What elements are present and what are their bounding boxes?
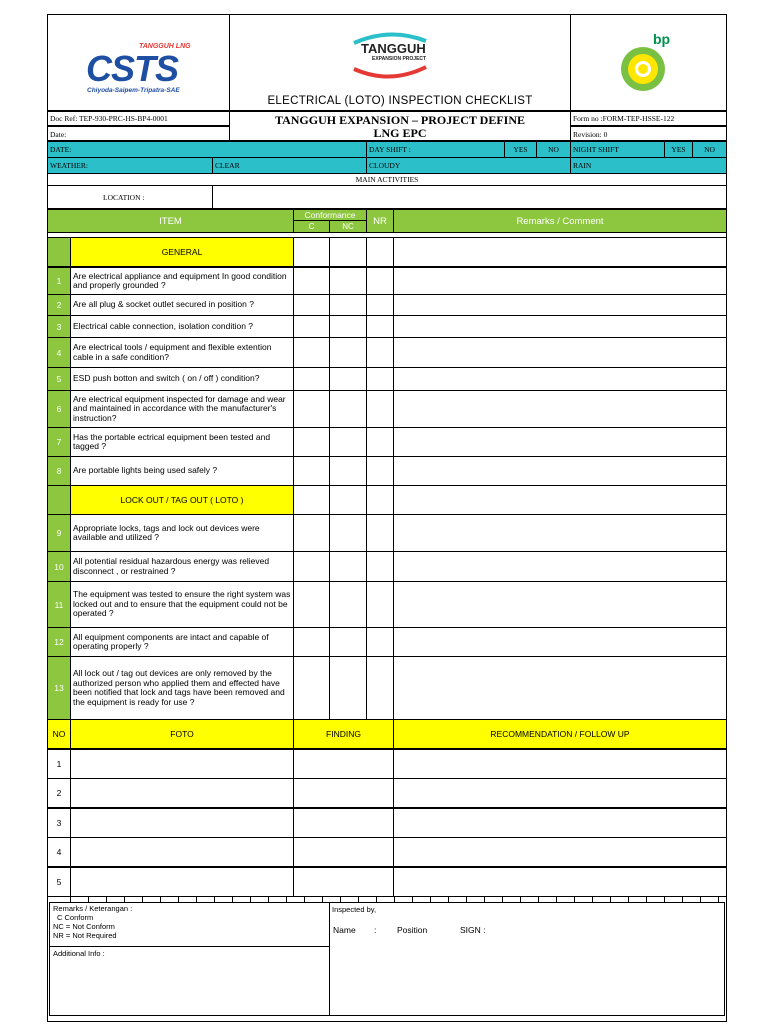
item-question: ESD push botton and switch ( on / off ) condition? [70, 367, 294, 391]
finding-cell[interactable] [293, 749, 394, 779]
nr-cell[interactable] [366, 267, 394, 295]
finding-row-number: 2 [47, 778, 71, 808]
item-question: Are electrical tools / equipment and flexible extention cable in a safe condition? [70, 337, 294, 368]
bp-helios-icon [619, 45, 667, 93]
conform-nc-cell[interactable] [329, 656, 367, 720]
finding-row-number: 3 [47, 808, 71, 838]
remarks-cell[interactable] [393, 456, 727, 486]
conform-c-cell[interactable] [293, 456, 330, 486]
item-number: 2 [47, 294, 71, 316]
item-question: All lock out / tag out devices are only removed by the authorized person who applied them and effected have been notified that lock and tags have been removed and the equipment is ready for use ? [70, 656, 294, 720]
position-label: Position [397, 925, 428, 935]
section-heading: LOCK OUT / TAG OUT ( LOTO ) [70, 485, 294, 515]
item-number: 4 [47, 337, 71, 368]
nr-cell[interactable] [366, 427, 394, 457]
recommendation-cell[interactable] [393, 867, 727, 897]
conform-nc-cell[interactable] [329, 485, 367, 515]
location-field[interactable] [212, 185, 727, 209]
remarks-cell[interactable] [393, 315, 727, 338]
nr-cell[interactable] [366, 551, 394, 582]
item-number: 8 [47, 456, 71, 486]
additional-info-box[interactable] [49, 946, 330, 1016]
location-label: LOCATION : [47, 185, 213, 209]
remarks-nc: NC = Not Conform [53, 922, 115, 931]
foto-cell[interactable] [70, 867, 294, 897]
conform-nc-cell[interactable] [329, 337, 367, 368]
item-number: 5 [47, 367, 71, 391]
finding-cell[interactable] [293, 867, 394, 897]
nr-header: NR [366, 209, 394, 233]
finding-row-number: 5 [47, 867, 71, 897]
project-title-box [229, 111, 571, 141]
remarks-cell[interactable] [393, 367, 727, 391]
item-number: 11 [47, 581, 71, 628]
revision: Revision: 0 [570, 126, 727, 141]
remarks-cell[interactable] [393, 237, 727, 267]
conform-nc-cell[interactable] [329, 367, 367, 391]
bp-logo-text: bp [653, 31, 671, 47]
item-question: Has the portable ectrical equipment been tested and tagged ? [70, 427, 294, 457]
project-title-line2: LNG EPC [373, 126, 427, 140]
conform-nc-cell[interactable] [329, 390, 367, 428]
remarks-cell[interactable] [393, 581, 727, 628]
nr-cell[interactable] [366, 456, 394, 486]
item-number: 6 [47, 390, 71, 428]
weather-clear[interactable]: CLEAR [212, 157, 367, 174]
conform-c-cell[interactable] [293, 551, 330, 582]
remarks-cell[interactable] [393, 337, 727, 368]
remarks-cell[interactable] [393, 294, 727, 316]
remarks-cell[interactable] [393, 656, 727, 720]
tangguh-subtitle: EXPANSION PROJECT [372, 56, 427, 62]
item-number: 12 [47, 627, 71, 657]
day-shift-label: DAY SHIFT : [366, 141, 505, 158]
findings-finding-header: FINDING [293, 719, 394, 749]
weather-rain[interactable]: RAIN [570, 157, 727, 174]
sign-label: SIGN : [460, 925, 486, 935]
item-question: Electrical cable connection, isolation condition ? [70, 315, 294, 338]
item-number: 10 [47, 551, 71, 582]
conform-c-cell[interactable] [293, 581, 330, 628]
item-number: 7 [47, 427, 71, 457]
remarks-c: C Conform [57, 913, 94, 922]
remarks-title: Remarks / Keterangan : [53, 904, 133, 913]
remarks-header: Remarks / Comment [393, 209, 727, 233]
item-question: Are electrical appliance and equipment In good condition and properly grounded ? [70, 267, 294, 295]
nr-cell[interactable] [366, 237, 394, 267]
remarks-cell[interactable] [393, 390, 727, 428]
nr-cell[interactable] [366, 514, 394, 552]
conform-c-cell[interactable] [293, 656, 330, 720]
conform-nc-cell[interactable] [329, 456, 367, 486]
form-number: Form no :FORM-TEP-HSSE-122 [570, 111, 727, 126]
recommendation-cell[interactable] [393, 808, 727, 838]
item-question: Are all plug & socket outlet secured in position ? [70, 294, 294, 316]
foto-cell[interactable] [70, 808, 294, 838]
foto-cell[interactable] [70, 778, 294, 808]
nr-cell[interactable] [366, 315, 394, 338]
main-activities-label: MAIN ACTIVITIES [47, 173, 727, 186]
conform-nc-cell[interactable] [329, 267, 367, 295]
item-question: All potential residual hazardous energy was relieved disconnect , or restrained ? [70, 551, 294, 582]
bp-logo-box [570, 14, 727, 111]
remarks-cell[interactable] [393, 627, 727, 657]
item-question: Appropriate locks, tags and lock out devices were available and utilized ? [70, 514, 294, 552]
nr-cell[interactable] [366, 581, 394, 628]
weather-label: WEATHER: [47, 157, 213, 174]
inspected-by-label: Inspected by, [332, 905, 377, 914]
item-number: 9 [47, 514, 71, 552]
nr-cell[interactable] [366, 337, 394, 368]
name-label: Name [333, 925, 356, 935]
additional-info-label: Additional Info : [53, 949, 105, 958]
inspected-by-box[interactable] [329, 902, 725, 1016]
conformance-c-header: C [293, 220, 330, 233]
findings-no-header: NO [47, 719, 71, 749]
section-number-cell [47, 237, 71, 267]
name-colon: : [374, 925, 377, 935]
conform-c-cell[interactable] [293, 337, 330, 368]
nr-cell[interactable] [366, 627, 394, 657]
doc-ref: Doc Ref: TEP-930-PRC-HS-BP4-0001 [47, 111, 230, 126]
nr-cell[interactable] [366, 485, 394, 515]
nr-cell[interactable] [366, 390, 394, 428]
conform-c-cell[interactable] [293, 514, 330, 552]
csts-logo-box [47, 14, 230, 111]
recommendation-cell[interactable] [393, 778, 727, 808]
conform-nc-cell[interactable] [329, 514, 367, 552]
conform-nc-cell[interactable] [329, 294, 367, 316]
day-shift-yes[interactable]: YES [504, 141, 537, 158]
section-number-cell [47, 485, 71, 515]
recommendation-cell[interactable] [393, 749, 727, 779]
finding-cell[interactable] [293, 778, 394, 808]
item-question: Are portable lights being used safely ? [70, 456, 294, 486]
nr-cell[interactable] [366, 656, 394, 720]
finding-cell[interactable] [293, 808, 394, 838]
night-shift-no[interactable]: NO [692, 141, 727, 158]
conform-c-cell[interactable] [293, 367, 330, 391]
item-number: 1 [47, 267, 71, 295]
recommendation-cell[interactable] [393, 837, 727, 867]
conform-nc-cell[interactable] [329, 551, 367, 582]
csts-logo: CSTS [86, 48, 179, 89]
item-number: 13 [47, 656, 71, 720]
day-shift-no[interactable]: NO [536, 141, 571, 158]
nr-cell[interactable] [366, 294, 394, 316]
item-question: The equipment was tested to ensure the right system was locked out and to ensure that the equipment could not be operated ? [70, 581, 294, 628]
conform-c-cell[interactable] [293, 627, 330, 657]
item-number: 3 [47, 315, 71, 338]
remarks-legend-box [49, 902, 330, 947]
night-shift-yes[interactable]: YES [664, 141, 693, 158]
tangguh-logo-box [229, 14, 571, 111]
remarks-cell[interactable] [393, 267, 727, 295]
item-question: Are electrical equipment inspected for damage and wear and maintained in accordance with the manufacturer's instruction? [70, 390, 294, 428]
remarks-cell[interactable] [393, 514, 727, 552]
date-field[interactable]: DATE: [47, 141, 367, 158]
remarks-nr: NR = Not Required [53, 931, 117, 940]
remarks-cell[interactable] [393, 427, 727, 457]
finding-cell[interactable] [293, 837, 394, 867]
conform-c-cell[interactable] [293, 267, 330, 295]
foto-cell[interactable] [70, 837, 294, 867]
conform-nc-cell[interactable] [329, 627, 367, 657]
finding-row-number: 1 [47, 749, 71, 779]
conform-c-cell[interactable] [293, 315, 330, 338]
item-header: ITEM [47, 209, 294, 233]
conform-c-cell[interactable] [293, 390, 330, 428]
foto-cell[interactable] [70, 749, 294, 779]
night-shift-label: NIGHT SHIFT [570, 141, 665, 158]
tangguh-logo: TANGGUH [361, 41, 426, 56]
csts-subtitle: Chiyoda-Saipem-Tripatra-SAE [87, 87, 180, 94]
conform-c-cell[interactable] [293, 237, 330, 267]
conform-nc-cell[interactable] [329, 315, 367, 338]
conform-c-cell[interactable] [293, 427, 330, 457]
conformance-header: Conformance [293, 209, 367, 221]
conformance-nc-header: NC [329, 220, 367, 233]
conform-nc-cell[interactable] [329, 427, 367, 457]
finding-row-number: 4 [47, 837, 71, 867]
findings-recommendation-header: RECOMMENDATION / FOLLOW UP [393, 719, 727, 749]
conform-c-cell[interactable] [293, 294, 330, 316]
conform-nc-cell[interactable] [329, 237, 367, 267]
project-title-line1: TANGGUH EXPANSION – PROJECT DEFINE [274, 113, 526, 127]
weather-cloudy[interactable]: CLOUDY [366, 157, 571, 174]
section-heading: GENERAL [70, 237, 294, 267]
nr-cell[interactable] [366, 367, 394, 391]
remarks-cell[interactable] [393, 551, 727, 582]
findings-foto-header: FOTO [70, 719, 294, 749]
conform-nc-cell[interactable] [329, 581, 367, 628]
csts-top-text: TANGGUH LNG [139, 43, 191, 50]
conform-c-cell[interactable] [293, 485, 330, 515]
date-header: Date: [47, 126, 230, 141]
item-question: All equipment components are intact and capable of operating properly ? [70, 627, 294, 657]
remarks-cell[interactable] [393, 485, 727, 515]
form-title: ELECTRICAL (LOTO) INSPECTION CHECKLIST [267, 95, 533, 107]
